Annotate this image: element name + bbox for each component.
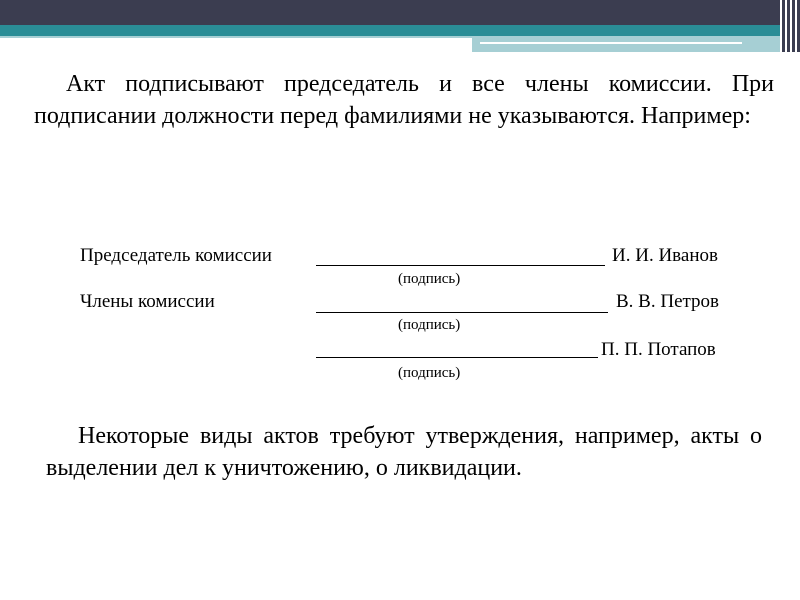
member-2-name: П. П. Потапов [601,339,716,360]
banner-striped-edge [782,0,800,52]
banner-teal-stripe [0,25,780,36]
signature-example [80,236,760,386]
chair-signature-caption: (подпись) [398,271,461,287]
chair-name: И. И. Иванов [612,245,718,266]
member-1-signature-caption: (подпись) [398,317,461,333]
banner-light-block [472,36,780,52]
banner-dark-stripe [0,0,780,25]
chair-signature-line [316,265,605,266]
banner-thin-stripe [0,36,472,38]
member-2-signature-caption: (подпись) [398,365,461,381]
member-1-name: В. В. Петров [616,291,720,312]
banner-white-line [480,42,742,44]
member-1-signature-line [316,312,608,313]
top-banner [0,0,800,52]
members-label: Члены комиссии [80,291,215,312]
chair-label: Председатель комиссии [80,245,272,266]
member-2-signature-line [316,357,598,358]
paragraph-approval: Некоторые виды актов требуют утверждения, например, акты о выделении дел к уничтожению, о ликвидации. [46,423,762,481]
paragraph-intro: Акт подписывают председатель и все члены комиссии. При подписании должности перед фамилиями не указываются. Например: [34,71,774,129]
